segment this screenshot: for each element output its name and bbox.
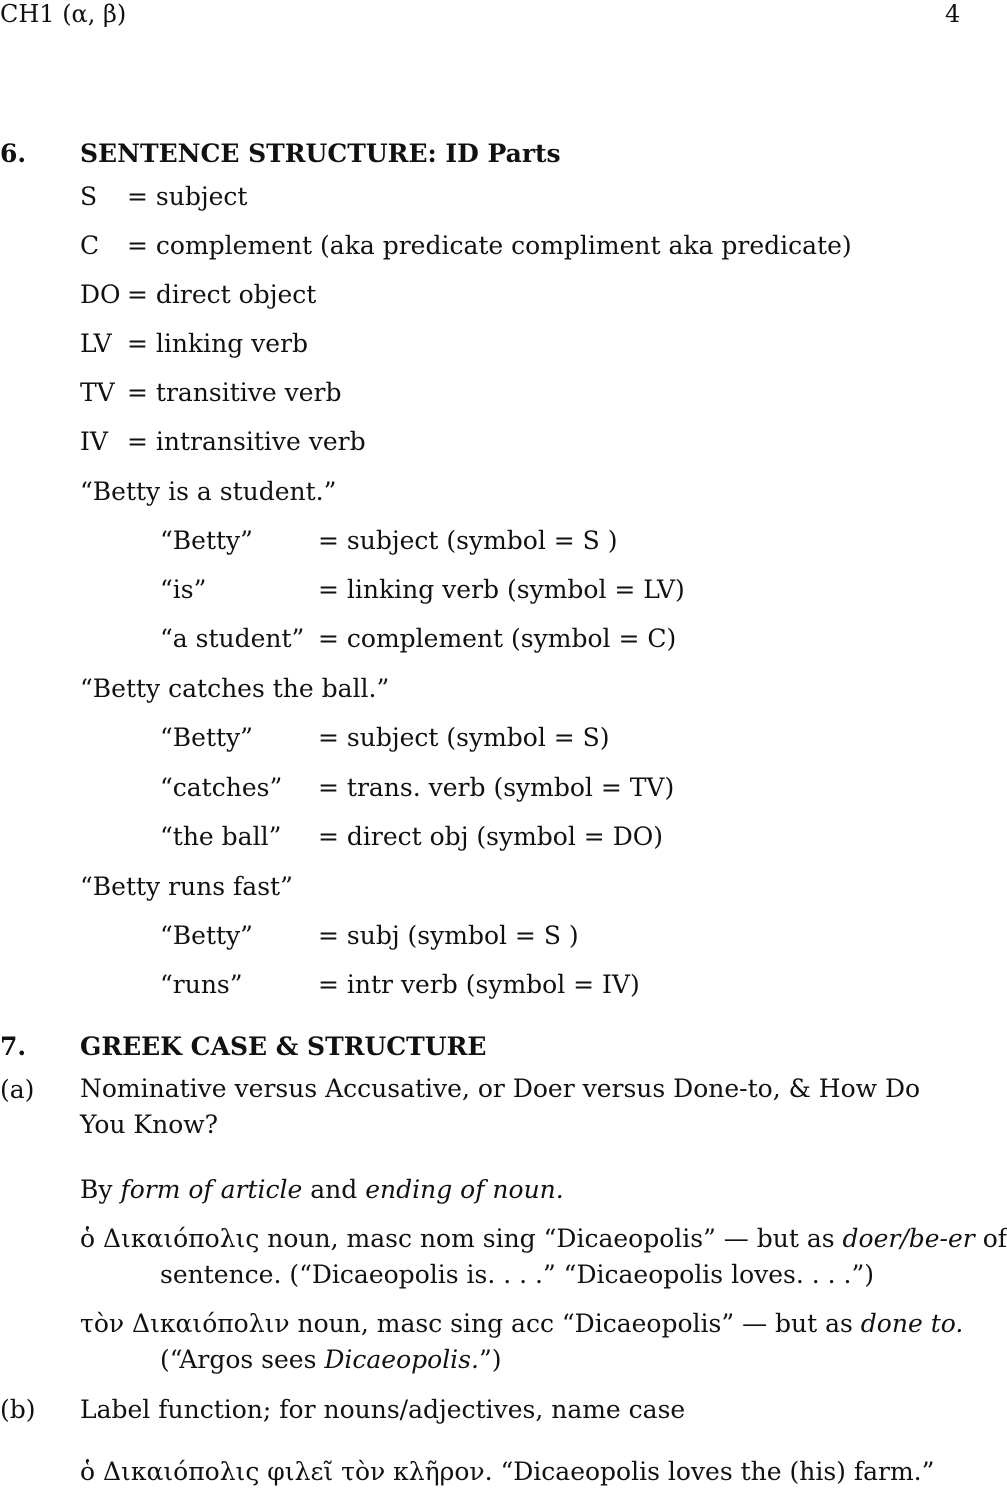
def-abbr: IV	[80, 427, 108, 456]
example-term: “the ball”	[160, 822, 282, 851]
item-b-text: Label function; for nouns/adjectives, name case	[80, 1395, 686, 1424]
example-term: “Betty”	[160, 526, 253, 555]
doer-term: doer/be-er	[842, 1224, 975, 1253]
example-gloss-end: of	[974, 1224, 1007, 1253]
example-term: “runs”	[160, 970, 243, 999]
greek-example-nom-cont: sentence. (“Dicaeopolis is. . . .” “Dicaeopolis loves. . . .”)	[160, 1260, 875, 1289]
example-gloss: noun, masc sing acc “Dicaeopolis” — but as	[289, 1309, 861, 1338]
argos-post: ”)	[478, 1345, 502, 1374]
form-of-article: form of article	[120, 1175, 303, 1204]
example-term: “Betty”	[160, 921, 253, 950]
section-7-number: 7.	[0, 1032, 27, 1061]
def-abbr: TV	[80, 378, 115, 407]
example-term: “is”	[160, 575, 207, 604]
section-6-number: 6.	[0, 139, 27, 168]
argos-pre: (“Argos sees	[160, 1345, 325, 1374]
example-gloss: noun, masc nom sing “Dicaeopolis” — but as	[259, 1224, 843, 1253]
by-prefix: By	[80, 1175, 121, 1204]
greek-example-nom	[80, 1226, 1007, 1251]
greek-nominative-phrase: ὁ Δικαιόπολις	[80, 1224, 260, 1253]
example-sentence: “Betty catches the ball.”	[80, 674, 390, 703]
example-desc: = trans. verb (symbol = TV)	[318, 773, 675, 802]
example-term: “catches”	[160, 773, 283, 802]
greek-accusative-phrase: τὸν Δικαιόπολιν	[80, 1309, 290, 1338]
example-sentence: “Betty runs fast”	[80, 872, 293, 901]
def-abbr: C	[80, 231, 100, 260]
running-header: CH1 (α, β)	[0, 0, 127, 28]
ending-of-noun: ending of noun.	[365, 1175, 564, 1204]
example-term: “Betty”	[160, 723, 253, 752]
def-abbr: LV	[80, 329, 112, 358]
example-term: “a student”	[160, 624, 305, 653]
example-desc: = subject (symbol = S )	[318, 526, 618, 555]
item-a-label: (a)	[0, 1075, 35, 1104]
done-to-term: done to.	[860, 1309, 964, 1338]
item-b-label: (b)	[0, 1395, 36, 1424]
def-text: = transitive verb	[127, 378, 342, 407]
example-desc: = complement (symbol = C)	[318, 624, 677, 653]
def-abbr: DO	[80, 280, 121, 309]
greek-sentence-line	[80, 1459, 934, 1484]
example-desc: = intr verb (symbol = IV)	[318, 970, 640, 999]
by-form-line	[80, 1177, 564, 1202]
example-desc: = linking verb (symbol = LV)	[318, 575, 685, 604]
greek-translation: “Dicaeopolis loves the (his) farm.”	[492, 1457, 935, 1486]
def-text: = subject	[127, 182, 248, 211]
by-and: and	[302, 1175, 366, 1204]
def-text: = complement (aka predicate compliment aka predicate)	[127, 231, 852, 260]
def-text: = direct object	[127, 280, 317, 309]
def-text: = intransitive verb	[127, 427, 366, 456]
example-desc: = direct obj (symbol = DO)	[318, 822, 663, 851]
greek-sentence: ὁ Δικαιόπολις φιλεῖ τὸν κλῆρον.	[80, 1457, 493, 1486]
example-desc: = subject (symbol = S)	[318, 723, 610, 752]
page-number: 4	[945, 0, 961, 28]
item-a-text: Nominative versus Accusative, or Doer versus Done-to, & How Do You Know?	[80, 1074, 921, 1139]
section-6-title: SENTENCE STRUCTURE: ID Parts	[80, 139, 561, 168]
def-text: = linking verb	[127, 329, 309, 358]
example-sentence: “Betty is a student.”	[80, 477, 337, 506]
greek-example-acc	[80, 1311, 963, 1336]
def-abbr: S	[80, 182, 98, 211]
example-desc: = subj (symbol = S )	[318, 921, 579, 950]
section-7-title: GREEK CASE & STRUCTURE	[80, 1032, 487, 1061]
greek-example-acc-cont	[160, 1347, 502, 1372]
argos-italic: Dicaeopolis.	[324, 1345, 479, 1374]
